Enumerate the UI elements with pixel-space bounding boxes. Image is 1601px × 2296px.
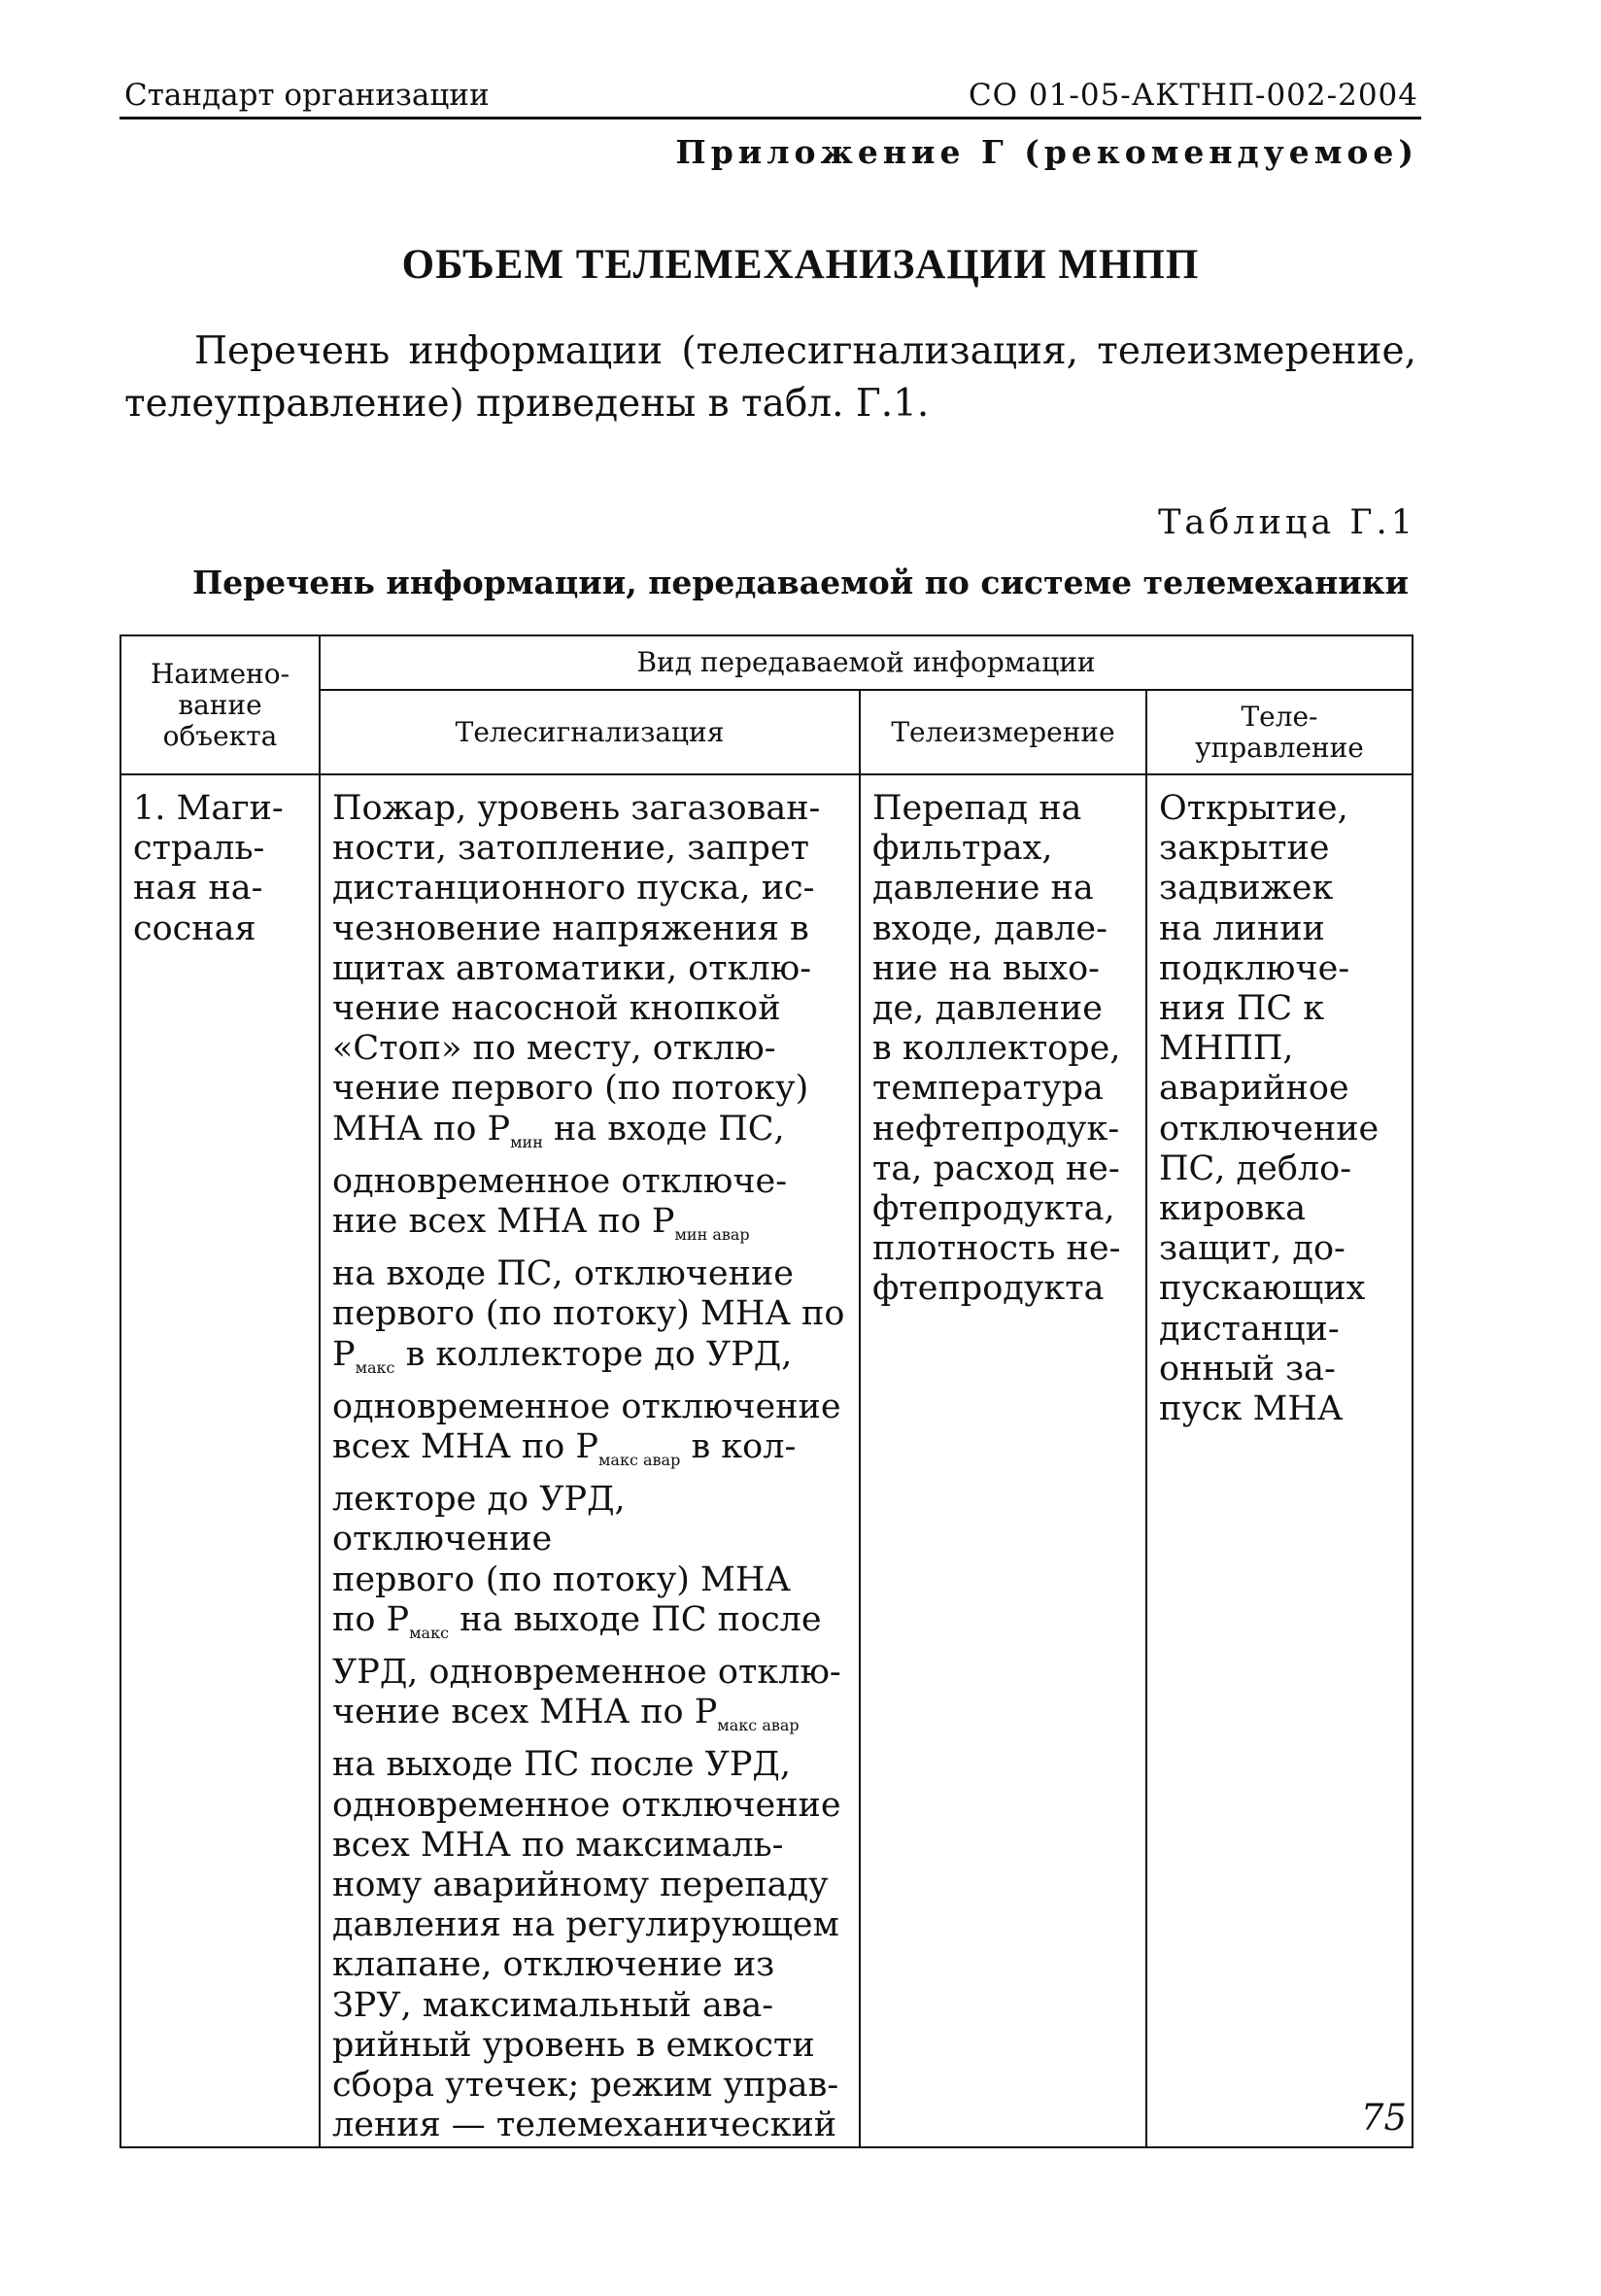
appendix-label: Приложение Г (рекомендуемое) [675, 133, 1418, 171]
header-document-code: СО 01-05-АКТНП-002-2004 [968, 78, 1418, 113]
header-object-name: Наимено- вание объекта [120, 635, 320, 774]
table-caption: Перечень информации, передаваемой по системе телемеханики [191, 564, 1410, 601]
header-divider [119, 117, 1421, 120]
page-title: ОБЪЕМ ТЕЛЕМЕХАНИЗАЦИИ МНПП [401, 242, 1200, 288]
header-telecontrol: Теле- управление [1146, 690, 1413, 774]
intro-paragraph: Перечень информации (телесигнализация, телеизмерение, телеуправление) приведены в табл. Г.1. [124, 329, 1416, 426]
header-telemeasurement: Телеизмерение [860, 690, 1146, 774]
header-telesignaling: Телесигнализация [320, 690, 860, 774]
table-number: Таблица Г.1 [1158, 503, 1416, 542]
header-organization-standard: Стандарт организации [124, 78, 490, 113]
cell-telemeasurement-list: Перепад на фильтрах, давление на входе, давле- ние на выхо- де, давление в коллекторе, температура нефтепродук- та, расход не- фтепродукта, плотность не- фтепродукта [860, 774, 1146, 2147]
cell-telecontrol-list: Открытие, закрытие задвижек на линии подключе- ния ПС к МНПП, аварийное отключение ПС, дебло- кировка защит, до- пускающих дистанци- онный за- пуск МНА [1146, 774, 1413, 2147]
cell-telesignaling-list: Пожар, уровень загазован- ности, затопление, запрет дистанционного пуска, ис- чезновение напряжения в щитах автоматики, отклю- чение насосной кнопкой «Стоп» по месту, отклю- чение первого (по потоку) МНА по $Р_{мин}$ на входе ПС, одновременное отключе- ние всех МНА по $Р_{мин авар}$ на входе ПС, отключение первого (по потоку) МНА по $Р_{макс}$ в коллекторе до УРД, одновременное отключение всех МНА по $Р_{макс авар}$ в кол- лекторе до УРД, отключение первого (по потоку) МНА по $Р_{макс}$ на выходе ПС после УРД, одновременное отклю- чение всех МНА по $Р_{макс авар}$ на выходе ПС после УРД, одновременное отключение всех МНА по максималь- ному аварийному перепаду давления на регулирующем клапане, отключение из ЗРУ, максимальный ава- рийный уровень в емкости сбора утечек; режим управ- ления — телемеханический [320, 774, 860, 2147]
page-number: 75 [1360, 2097, 1407, 2139]
telemechanics-table [119, 634, 1414, 2148]
header-info-type: Вид передаваемой информации [320, 635, 1413, 690]
cell-object-pump-station: 1. Маги- страль- ная на- сосная [120, 774, 320, 2147]
